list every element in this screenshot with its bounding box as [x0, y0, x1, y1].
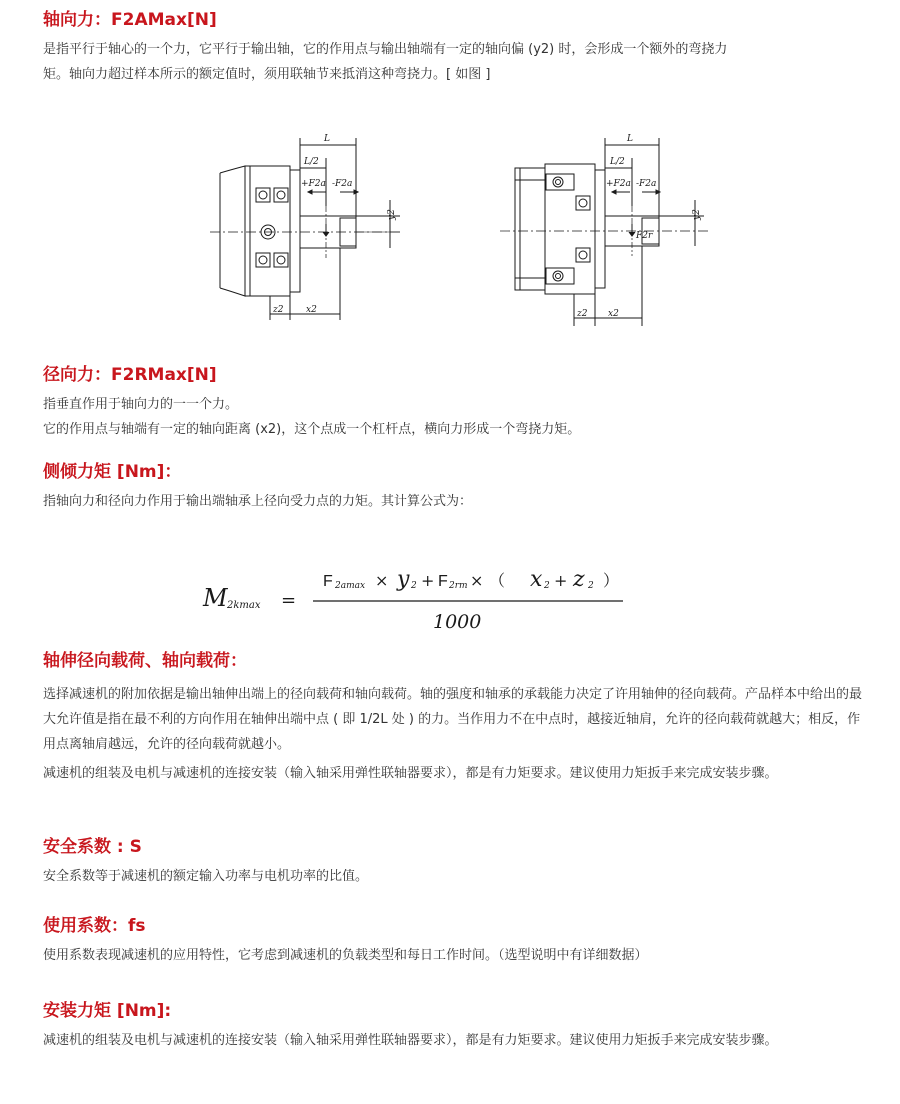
formula-denominator: 1000 [433, 611, 482, 633]
section-tilting-moment [43, 461, 873, 514]
formula-z: z [573, 567, 585, 592]
radial-force-line2: 它的作用点与轴端有一定的轴向距离 (x2)，这个点成一个杠杆点，横向力形成一个弯挠力矩。 [43, 422, 581, 437]
heading-radial-force: 径向力：F2RMax[N] [43, 365, 217, 385]
label-L-right: L [627, 134, 633, 144]
formula-z-subscript: 2 [588, 581, 594, 591]
label-L-left: L [324, 134, 330, 144]
left-diagram-labels [272, 134, 397, 315]
formula-F2a: F [323, 573, 333, 590]
heading-safety-factor: 安全系数 : S [43, 837, 142, 857]
right-gearbox-drawing [500, 138, 710, 326]
formula-times-1: × [375, 571, 389, 590]
axial-radial-force-diagram [190, 128, 750, 343]
label-half-L-left: L/2 [304, 157, 319, 167]
label-half-L-right: L/2 [610, 157, 625, 167]
heading-shaft-loads: 轴伸径向载荷、轴向载荷： [43, 651, 247, 671]
shaft-loads-para2: 减速机的组装及电机与减速机的连接安装（输入轴采用弹性联轴器要求），都是有力矩要求。建议使用力矩扳手来完成安装步骤。 [43, 766, 778, 781]
formula-F2a-subscript: 2amax [335, 581, 366, 591]
radial-force-line1: 指垂直作用于轴向力的一一个力。 [43, 397, 239, 412]
safety-factor-description: 安全系数等于减速机的额定输入功率与电机功率的比值。 [43, 869, 369, 884]
section-axial-force [43, 9, 873, 87]
installation-torque-description: 减速机的组装及电机与减速机的连接安装（输入轴采用弹性联轴器要求），都是有力矩要求。建议使用力矩扳手来完成安装步骤。 [43, 1033, 778, 1048]
formula-F2r-subscript: 2rm [449, 581, 468, 591]
heading-service-factor: 使用系数：fs [43, 916, 146, 936]
section-shaft-loads [43, 650, 873, 786]
formula-plus-2: + [554, 571, 568, 590]
label-f2r-right: F2r [636, 231, 653, 241]
formula-y-subscript: 2 [411, 581, 417, 591]
formula-M: M [203, 584, 228, 612]
label-z2-left: z2 [273, 305, 284, 315]
service-factor-description: 使用系数表现减速机的应用特性，它考虑到减速机的负载类型和每日工作时间。（选型说明中有详细数据） [43, 948, 648, 963]
formula-plus-1: + [421, 571, 435, 590]
label-minus-f2a-left: -F2a [332, 179, 353, 189]
axial-force-description: 是指平行于轴心的一个力，它平行于输出轴，它的作用点与输出轴端有一定的轴向偏 (y2) 时，会形成一个额外的弯挠力矩。轴向力超过样本所示的额定值时，须用联轴节来抵消这种弯挠力。[ 如图 ] [43, 42, 728, 82]
label-minus-f2a-right: -F2a [636, 179, 657, 189]
heading-axial-force: 轴向力：F2AMax[N] [43, 10, 217, 30]
formula-y: y [397, 567, 410, 592]
label-z2-right: z2 [577, 309, 588, 319]
label-x2-left: x2 [306, 305, 317, 315]
formula-M-subscript: 2kmax [227, 600, 261, 611]
formula-x: x [530, 567, 543, 592]
formula-open-paren: （ [489, 571, 506, 590]
shaft-loads-para1: 选择减速机的附加依据是输出轴伸出端上的径向载荷和轴向载荷。轴的强度和轴承的承载能力决定了许用轴伸的径向载荷。产品样本中给出的最大允许值是指在最不利的方向作用在轴伸出端中点 ( 即 1/2L 处 ) 的力。当作用力不在中点时，越接近轴肩，允许的径向载荷就越大；相反，作用点离轴肩越远，允许的径向载荷就越小。 [43, 687, 863, 752]
label-plus-f2a-left: +F2a [301, 179, 326, 189]
formula-times-2: × [470, 571, 484, 590]
heading-installation-torque: 安装力矩 [Nm]: [43, 1001, 172, 1021]
formula-close-paren: ） [603, 571, 620, 590]
tilting-moment-formula [195, 560, 655, 640]
section-installation-torque [43, 1000, 873, 1053]
section-safety-factor [43, 836, 873, 889]
heading-tilting-moment: 侧倾力矩 [Nm]： [43, 462, 182, 482]
section-service-factor [43, 915, 873, 968]
section-radial-force [43, 364, 873, 442]
label-y2-right: y2 [692, 209, 702, 220]
label-y2-left: y2 [387, 209, 397, 220]
label-x2-right: x2 [608, 309, 619, 319]
label-plus-f2a-right: +F2a [606, 179, 631, 189]
tilting-moment-description: 指轴向力和径向力作用于输出端轴承上径向受力点的力矩。其计算公式为： [43, 494, 473, 509]
formula-equals: = [281, 590, 297, 611]
formula-F2r: F [438, 573, 448, 590]
formula-x-subscript: 2 [544, 581, 550, 591]
